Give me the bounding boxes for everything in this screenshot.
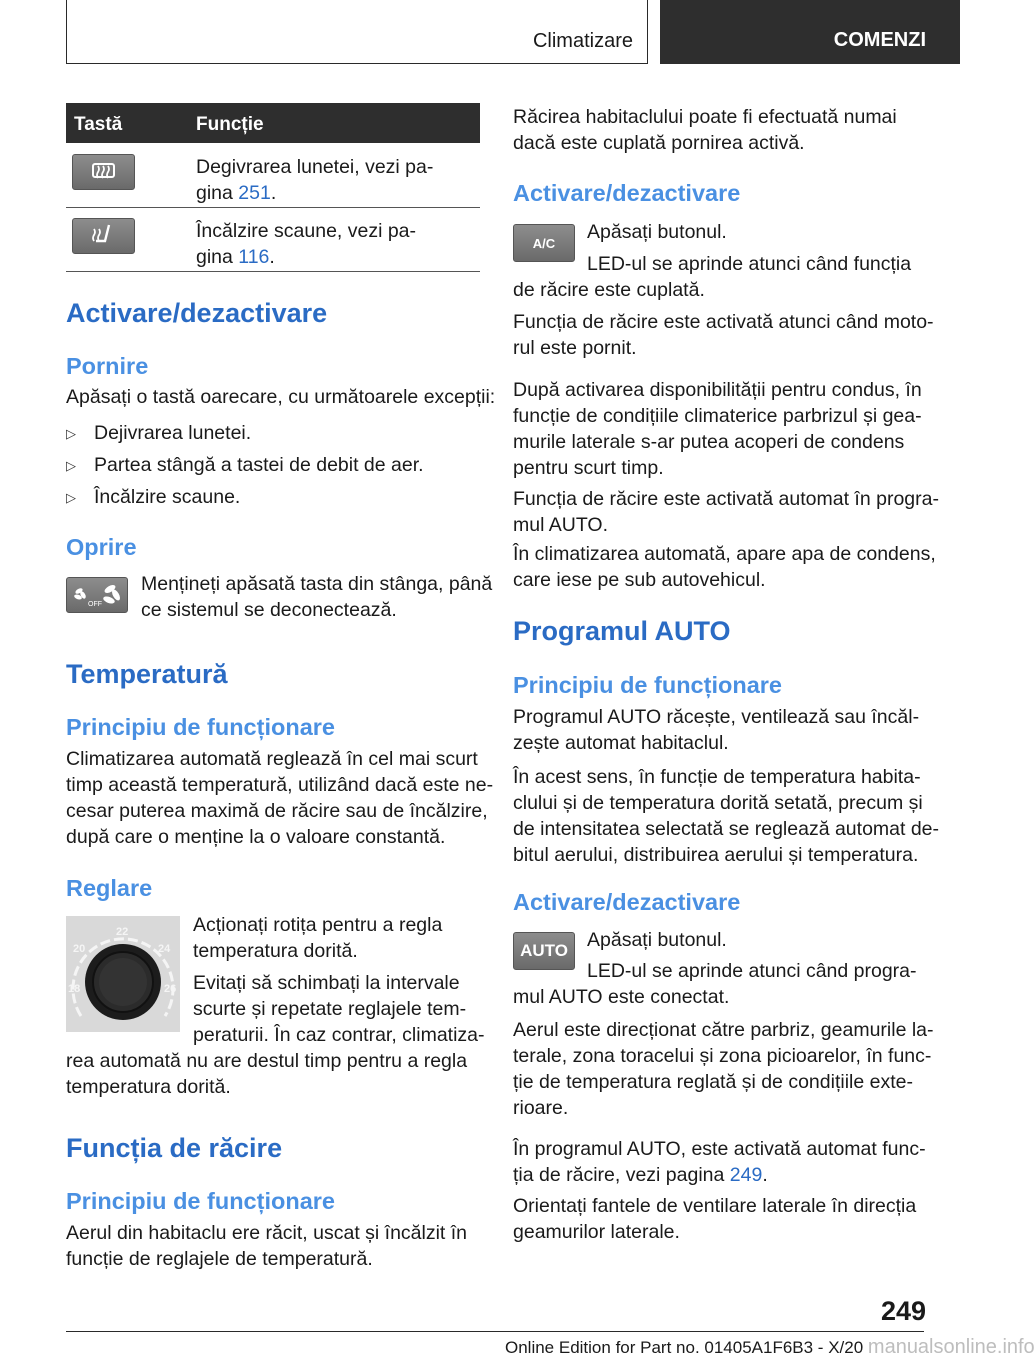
- heading-pornire: Pornire: [66, 353, 149, 379]
- heading-oprire: Oprire: [66, 534, 137, 560]
- paragraph-line: Orientați fantele de ventilare laterale în direcția: [513, 1195, 917, 1217]
- racire-paragraph: [66, 1220, 467, 1272]
- dial-label-22: 22: [116, 926, 129, 938]
- paragraph-line: După activarea disponibilității pentru condus, în: [513, 379, 922, 401]
- temperature-dial-icon: [66, 916, 180, 1032]
- reglare-text-3: [66, 1048, 467, 1100]
- footer-edition: [505, 1336, 1035, 1359]
- paragraph-line: peraturii. În caz contrar, climatiza-: [193, 1024, 485, 1046]
- watermark-text: manualsonline.info: [867, 1336, 1035, 1358]
- paragraph-5: [513, 704, 919, 756]
- oprire-line: Mențineți apăsată tasta din stânga, până: [141, 573, 493, 595]
- oprire-text: [141, 571, 492, 623]
- auto-button: [513, 932, 575, 970]
- ac-led-text: LED-ul se aprinde atunci când funcția: [587, 253, 912, 275]
- paragraph-line: scurte și repetate reglajele tem-: [193, 998, 467, 1020]
- table-row-text: Încălzire scaune, vezi pa-: [196, 220, 417, 242]
- paragraph-line: Evitați să schimbați la intervale: [193, 972, 460, 994]
- ac-button: [513, 224, 575, 262]
- table-row-text: .: [270, 182, 277, 204]
- rear-defrost-icon: [73, 155, 134, 189]
- paragraph-8: [513, 1136, 926, 1188]
- paragraph-line: temperatura dorită.: [193, 940, 358, 962]
- fan-off-icon: [67, 578, 127, 612]
- seat-heating-button: [72, 218, 135, 254]
- page-number: 249: [880, 1296, 926, 1326]
- bullet-item: Partea stângă a tastei de debit de aer.: [94, 454, 424, 476]
- paragraph-line: zește automat habitaclul.: [513, 732, 729, 754]
- table-header: [66, 103, 480, 143]
- paragraph-9: [513, 1193, 916, 1245]
- page-link-116[interactable]: 116: [238, 246, 270, 268]
- paragraph-1: [513, 309, 934, 361]
- table-row-text: gina: [196, 246, 239, 268]
- paragraph-4: [513, 541, 936, 593]
- paragraph-line: Acționați rotița pentru a regla: [193, 914, 443, 936]
- paragraph-line: dacă este cuplată pornirea activă.: [513, 132, 805, 154]
- dial-label-26: 26: [164, 983, 177, 995]
- reglare-text-1: [193, 912, 442, 964]
- heading-reglare: Reglare: [66, 875, 153, 901]
- reglare-text-2: [193, 970, 485, 1048]
- paragraph-line: Funcția de răcire este activată automat în progra-: [513, 488, 939, 510]
- paragraph-line: de intensitatea selectată se reglează automat de-: [513, 818, 940, 840]
- section-title: Climatizare: [532, 30, 633, 52]
- paragraph-line: Funcția de răcire este activată atunci când moto-: [513, 311, 934, 333]
- temp-paragraph: [66, 746, 493, 850]
- paragraph-line: Răcirea habitaclului poate fi efectuată numai: [513, 106, 897, 128]
- table-row-text: gina: [196, 182, 239, 204]
- paragraph-6: [513, 764, 939, 868]
- dial-label-18: 18: [68, 983, 81, 995]
- fan-off-button: [66, 577, 128, 613]
- bullet-icon: ▷: [66, 426, 76, 441]
- paragraph-line: pentru scurt timp.: [513, 457, 664, 479]
- heading-activare: Activare/dezactivare: [66, 298, 328, 328]
- header-section-box: [66, 0, 648, 64]
- paragraph-line: Aerul este direcționat către parbriz, geamurile la-: [513, 1019, 934, 1041]
- edition-text: Online Edition for Part no. 01405A1F6B3 - X/20: [505, 1338, 864, 1357]
- table-col-function: Funcție: [196, 114, 264, 135]
- chapter-title: COMENZI: [833, 29, 926, 51]
- paragraph-line: rea automată nu are destul timp pentru a regla: [66, 1050, 468, 1072]
- ac-button-label: A/C: [532, 235, 556, 251]
- heading-principiu-2: Principiu de funcționare: [66, 1188, 335, 1214]
- dial-label-24: 24: [158, 943, 171, 955]
- paragraph-line: Programul AUTO răcește, ventilează sau încăl-: [513, 706, 920, 728]
- ac-press-text: Apăsați butonul.: [587, 221, 727, 243]
- paragraph-line: care iese pe sub autovehicul.: [513, 569, 766, 591]
- paragraph-line: În acest sens, în funcție de temperatura habita-: [513, 766, 921, 788]
- table-row-seat-heating: [196, 218, 416, 270]
- footer-divider: [66, 1331, 924, 1332]
- paragraph-line: funcție de condițiile climaterice parbrizul și gea-: [513, 405, 922, 427]
- heading-principiu: Principiu de funcționare: [66, 714, 335, 740]
- pornire-text: Apăsați o tastă oarecare, cu următoarele excepții:: [66, 386, 496, 408]
- paragraph-line: temperatura dorită.: [66, 1076, 231, 1098]
- ac-led-text: de răcire este cuplată.: [513, 279, 705, 301]
- table-row-defrost: [196, 154, 433, 206]
- auto-button-label: AUTO: [520, 941, 568, 960]
- paragraph-line: funcție de reglajele de temperatură.: [66, 1248, 373, 1270]
- table-divider: [66, 207, 480, 208]
- bullet-item: Încălzire scaune.: [94, 486, 241, 508]
- bullet-icon: ▷: [66, 490, 76, 505]
- paragraph-line: timp această temperatură, utilizând dacă este ne-: [66, 774, 494, 796]
- intro-paragraph: [513, 104, 897, 156]
- auto-press-text: Apăsați butonul.: [587, 929, 727, 951]
- bullet-icon: ▷: [66, 458, 76, 473]
- paragraph-3: [513, 486, 939, 538]
- paragraph-line: ție de temperatura reglată și de condițiile exte-: [513, 1071, 913, 1093]
- heading-temperatura: Temperatură: [66, 659, 228, 689]
- auto-led-text: LED-ul se aprinde atunci când progra-: [587, 960, 917, 982]
- paragraph-line: rul este pornit.: [513, 337, 637, 359]
- paragraph-line: În programul AUTO, este activată automat func-: [513, 1138, 926, 1160]
- fan-off-label: OFF: [88, 601, 102, 608]
- table-col-key: Tastă: [74, 114, 123, 135]
- seat-heating-icon: [73, 219, 134, 253]
- paragraph-line: .: [762, 1164, 768, 1186]
- rear-defrost-button: [72, 154, 135, 190]
- paragraph-line: geamurilor laterale.: [513, 1221, 680, 1243]
- temperature-dial-image: [66, 916, 180, 1032]
- paragraph-line: cesar puterea maximă de răcire sau de încălzire,: [66, 800, 488, 822]
- heading-auto: Programul AUTO: [513, 616, 731, 646]
- table-divider: [66, 271, 480, 272]
- paragraph-line: Aerul din habitaclu ere răcit, uscat și încălzit în: [66, 1222, 468, 1244]
- table-row-text: .: [269, 246, 275, 268]
- heading-activare-auto: Activare/dezactivare: [513, 889, 741, 915]
- table-row-text: Degivrarea lunetei, vezi pa-: [196, 156, 434, 178]
- paragraph-7: [513, 1017, 934, 1121]
- paragraph-line: terale, zona toracelui și zona picioarelor, în func-: [513, 1045, 932, 1067]
- heading-principiu-auto: Principiu de funcționare: [513, 672, 782, 698]
- paragraph-line: murile laterale s-ar putea acoperi de condens: [513, 431, 905, 453]
- page-link-249[interactable]: 249: [729, 1164, 763, 1186]
- heading-racire: Funcția de răcire: [66, 1133, 283, 1163]
- paragraph-line: Climatizarea automată reglează în cel mai scurt: [66, 748, 478, 770]
- paragraph-line: În climatizarea automată, apare apa de condens,: [513, 543, 936, 565]
- oprire-line: ce sistemul se deconectează.: [141, 599, 397, 621]
- paragraph-line: rioare.: [513, 1097, 569, 1119]
- auto-led-text: mul AUTO este conectat.: [513, 986, 730, 1008]
- paragraph-line: după care o menține la o valoare constantă.: [66, 826, 446, 848]
- paragraph-2: [513, 377, 922, 481]
- chapter-tab: [660, 0, 960, 64]
- heading-activare-ac: Activare/dezactivare: [513, 180, 741, 206]
- paragraph-line: clului și de temperatura dorită setată, precum și: [513, 792, 923, 814]
- paragraph-line: mul AUTO.: [513, 514, 608, 536]
- bullet-item: Dejivrarea lunetei.: [94, 422, 252, 444]
- page-link-251[interactable]: 251: [238, 182, 271, 204]
- dial-label-20: 20: [73, 943, 86, 955]
- paragraph-line: ția de răcire, vezi pagina: [513, 1164, 730, 1186]
- paragraph-line: bitul aerului, distribuirea aerului și temperatura.: [513, 844, 919, 866]
